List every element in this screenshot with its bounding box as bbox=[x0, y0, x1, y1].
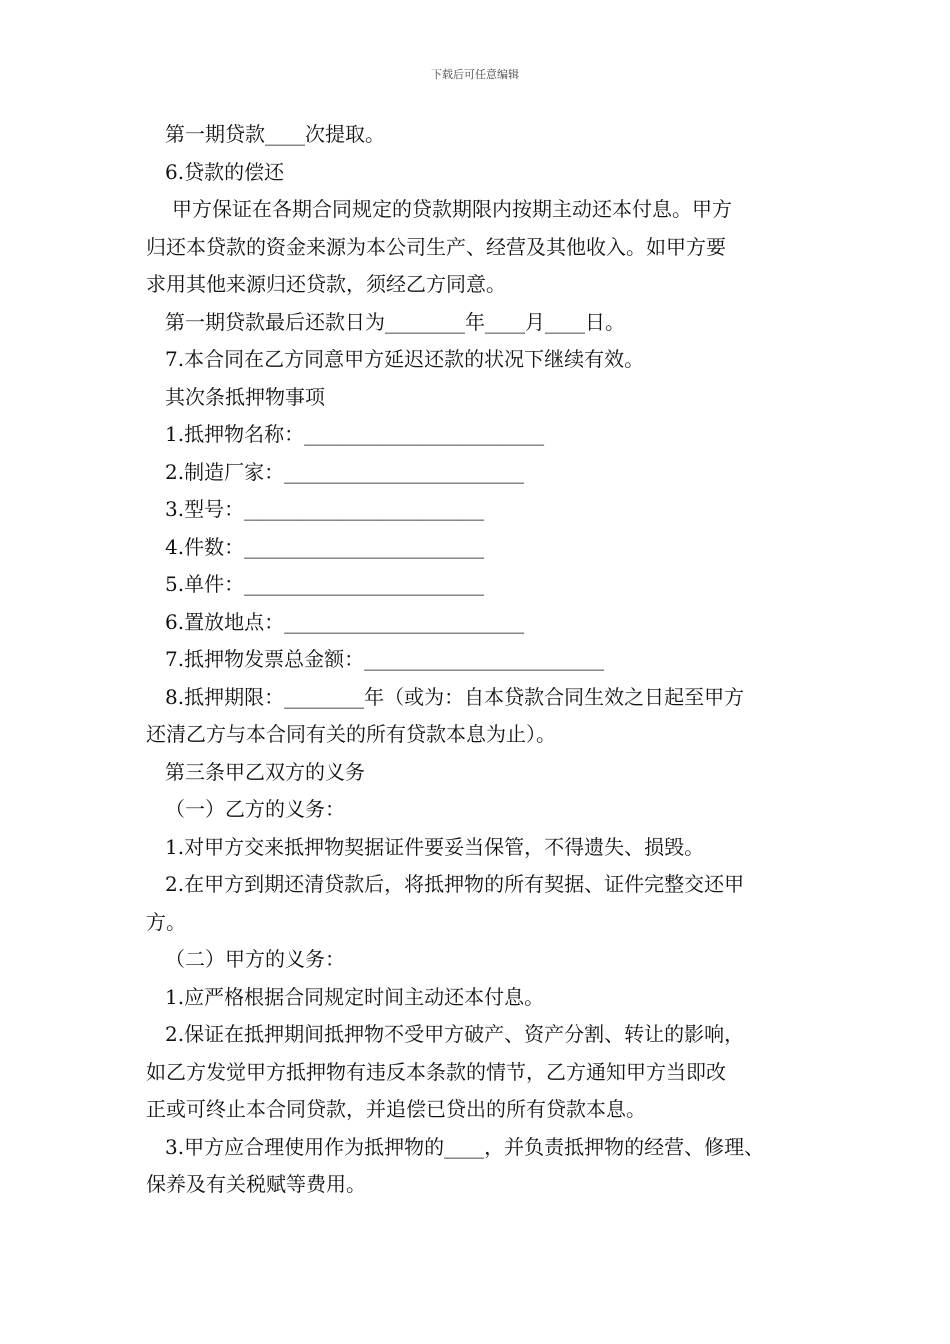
text-line: 甲方保证在各期合同规定的贷款期限内按期主动还本付息。甲方 bbox=[172, 197, 732, 221]
text-line: 第一期贷款____次提取。 bbox=[165, 122, 385, 146]
text-line: 2.制造厂家：________________________ bbox=[165, 459, 525, 484]
text-line: 1.应严格根据合同规定时间主动还本付息。 bbox=[165, 984, 545, 1009]
text-line: 其次条抵押物事项 bbox=[165, 384, 325, 409]
text-line: 2.在甲方到期还清贷款后，将抵押物的所有契据、证件完整交还甲 bbox=[165, 872, 745, 896]
text-line: 5.单件：________________________ bbox=[165, 572, 485, 596]
text-line: 6.置放地点：________________________ bbox=[165, 609, 525, 634]
text-line: （二）甲方的义务： bbox=[165, 947, 345, 971]
text-line: 2.保证在抵押期间抵押物不受甲方破产、资产分割、转让的影响， bbox=[165, 1022, 745, 1046]
text-line: 第一期贷款最后还款日为________年____月____日。 bbox=[165, 309, 625, 334]
text-line: 如乙方发觉甲方抵押物有违反本条款的情节，乙方通知甲方当即改 bbox=[146, 1059, 726, 1084]
page-header: 下载后可任意编辑 bbox=[431, 68, 519, 81]
text-line: 求用其他来源归还贷款，须经乙方同意。 bbox=[146, 272, 506, 296]
text-line: 还清乙方与本合同有关的所有贷款本息为止）。 bbox=[146, 722, 556, 746]
text-line: 第三条甲乙双方的义务 bbox=[165, 759, 365, 784]
text-line: 4.件数：________________________ bbox=[165, 534, 485, 559]
text-line: 8.抵押期限：________年（或为：自本贷款合同生效之日起至甲方 bbox=[165, 684, 745, 709]
text-line: 1.对甲方交来抵押物契据证件要妥当保管，不得遗失、损毁。 bbox=[165, 834, 705, 859]
text-line: （一）乙方的义务： bbox=[165, 797, 345, 821]
text-line: 7.本合同在乙方同意甲方延迟还款的状况下继续有效。 bbox=[165, 347, 645, 371]
text-line: 1.抵押物名称：________________________ bbox=[165, 422, 545, 446]
text-line: 归还本贷款的资金来源为本公司生产、经营及其他收入。如甲方要 bbox=[146, 234, 726, 259]
text-line: 6.贷款的偿还 bbox=[165, 159, 285, 184]
text-line: 7.抵押物发票总金额：________________________ bbox=[165, 647, 605, 671]
text-line: 保养及有关税赋等费用。 bbox=[146, 1172, 366, 1196]
text-line: 正或可终止本合同贷款，并追偿已贷出的所有贷款本息。 bbox=[146, 1097, 646, 1121]
text-line: 3.甲方应合理使用作为抵押物的____，并负责抵押物的经营、修理、 bbox=[165, 1134, 765, 1159]
text-line: 3.型号：________________________ bbox=[165, 497, 485, 521]
text-line: 方。 bbox=[146, 909, 186, 934]
document-body bbox=[146, 116, 822, 1204]
